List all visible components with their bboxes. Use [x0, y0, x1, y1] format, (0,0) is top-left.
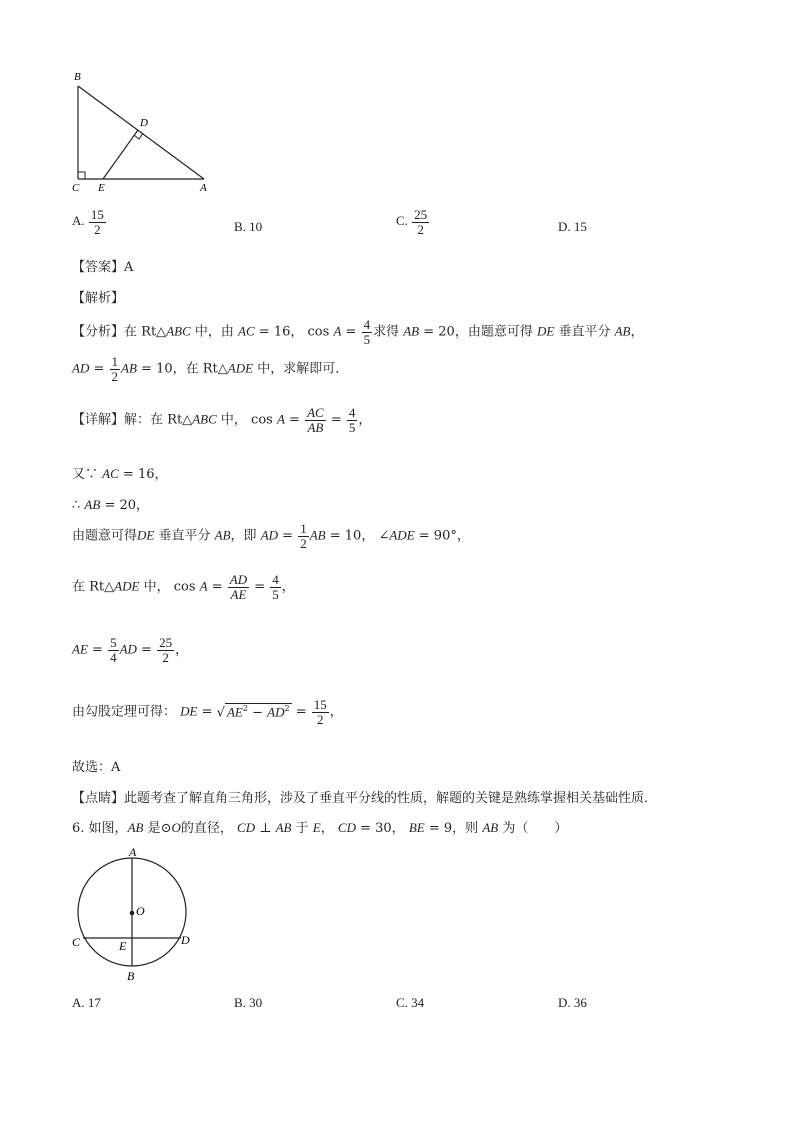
dianjing-line: 【点睛】此题考查了解直角三角形，涉及了垂直平分线的性质，解题的关键是熟练掌握相关基础性质．	[72, 791, 658, 806]
xiangjie-line: 【详解】解：在 Rt△ABC 中， cos A = $\frac{AC}{AB}$ = $\frac{4}{5}$ ，	[72, 405, 372, 435]
given-ac-line: 又∵ AC = 16，	[72, 466, 168, 482]
label-o: O	[136, 904, 145, 918]
fenxi-line-1: 【分析】在 Rt△ABC 中，由 AC = 16， cos A = $\frac{4}{5}$ 求得 AB = 20，由题意可得 DE 垂直平分 AB，	[72, 317, 644, 347]
label-e: E	[119, 939, 127, 953]
answer-line: 【答案】A	[72, 260, 134, 275]
cos-ade-line: 在 Rt△ADE 中， cos A = $\frac{AD}{AE}$ = $\frac{4}{5}$ ，	[72, 572, 295, 602]
option-c: C. $\frac{25}{2}$	[396, 207, 428, 237]
fenxi-line-2: AD = $\frac{1}{2}$ AB = 10，在 Rt△ADE 中，求解即可．	[72, 354, 349, 384]
label-a: A	[200, 182, 207, 194]
option-a-fraction: $\frac{15}{2}$	[90, 207, 104, 237]
label-b: B	[74, 71, 81, 83]
choose-line: 故选：A	[72, 760, 121, 775]
option-b: B. 10	[234, 219, 263, 234]
label-c: C	[72, 182, 80, 194]
analysis-heading: 【解析】	[72, 291, 125, 306]
label-a: A	[129, 845, 137, 859]
triangle-figure	[60, 66, 230, 196]
ae-line: AE = $\frac{5}{4}$ AD = $\frac{25}{2}$ ，	[72, 635, 189, 665]
q6-option-b: B. 30	[234, 995, 263, 1010]
center-point	[130, 911, 135, 916]
label-d: D	[140, 117, 148, 129]
option-c-fraction: $\frac{25}{2}$	[414, 207, 428, 237]
side-ab	[78, 86, 204, 179]
option-letter: A.	[72, 213, 85, 229]
q6-option-a: A. 17	[72, 995, 101, 1010]
option-d: D. 15	[558, 219, 587, 234]
option-a	[72, 208, 107, 236]
label-c: C	[72, 935, 81, 949]
label-b: B	[127, 969, 135, 983]
q6-stem: 6. 如图，AB 是⊙O的直径， CD ⊥ AB 于 E， CD = 30， BE = 9，则 AB 为（ ）	[72, 820, 568, 836]
right-angle-c	[78, 172, 85, 179]
segment-de	[103, 130, 138, 179]
therefore-ab-line: ∴ AB = 20，	[72, 497, 150, 513]
perp-bisector-line: 由题意可得DE 垂直平分 AB，即 AD = $\frac{1}{2}$ AB = 10， ∠ADE = 90°，	[72, 521, 470, 551]
pythagoras-line: 由勾股定理可得： DE = √ $AE^2 - AD^2$ = $\frac{15}{2}$ ，	[72, 697, 343, 727]
label-d: D	[181, 933, 190, 947]
q6-option-c: C. 34	[396, 995, 425, 1010]
q6-option-d: D. 36	[558, 995, 587, 1010]
label-e: E	[98, 182, 105, 194]
circle-figure	[64, 840, 204, 985]
